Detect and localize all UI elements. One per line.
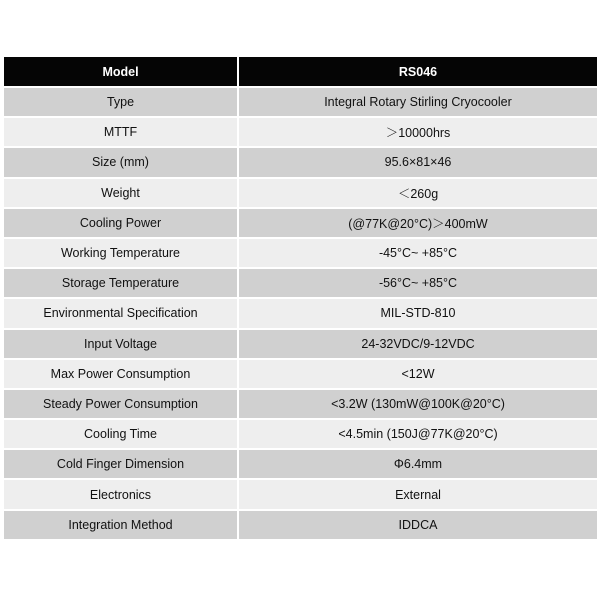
spec-row-weight (4, 177, 597, 207)
spec-label: Input Voltage (4, 328, 237, 358)
spec-row-size (4, 146, 597, 176)
spec-value: 24-32VDC/9-12VDC (237, 328, 597, 358)
spec-label: MTTF (4, 116, 237, 146)
spec-label: Integration Method (4, 509, 237, 539)
header-row (4, 57, 597, 86)
spec-value: MIL-STD-810 (237, 297, 597, 327)
spec-table-header (4, 57, 597, 86)
spec-label: Type (4, 86, 237, 116)
spec-label: Working Temperature (4, 237, 237, 267)
spec-row-cooling-time (4, 418, 597, 448)
spec-value: -45°C~ +85°C (237, 237, 597, 267)
spec-value: Integral Rotary Stirling Cryocooler (237, 86, 597, 116)
spec-label: Weight (4, 177, 237, 207)
spec-label: Cooling Time (4, 418, 237, 448)
spec-row-max-power-consumption (4, 358, 597, 388)
spec-row-input-voltage (4, 328, 597, 358)
spec-row-cold-finger-dimension (4, 448, 597, 478)
spec-value: ＞10000hrs (237, 116, 597, 146)
spec-value: IDDCA (237, 509, 597, 539)
spec-value: <3.2W (130mW@100K@20°C) (237, 388, 597, 418)
spec-row-environmental-specification (4, 297, 597, 327)
spec-row-storage-temperature (4, 267, 597, 297)
spec-table (4, 57, 597, 539)
spec-table-body (4, 86, 597, 539)
spec-value: External (237, 478, 597, 508)
spec-label: Electronics (4, 478, 237, 508)
spec-value: 95.6×81×46 (237, 146, 597, 176)
spec-label: Cold Finger Dimension (4, 448, 237, 478)
spec-value: Φ6.4mm (237, 448, 597, 478)
spec-value: <12W (237, 358, 597, 388)
spec-row-mttf (4, 116, 597, 146)
spec-value: ＜260g (237, 177, 597, 207)
spec-row-steady-power-consumption (4, 388, 597, 418)
header-model-value: RS046 (237, 57, 597, 86)
spec-label: Storage Temperature (4, 267, 237, 297)
header-model-label: Model (4, 57, 237, 86)
spec-label: Steady Power Consumption (4, 388, 237, 418)
spec-value: <4.5min (150J@77K@20°C) (237, 418, 597, 448)
spec-label: Size (mm) (4, 146, 237, 176)
spec-value: (@77K@20°C)＞400mW (237, 207, 597, 237)
spec-label: Cooling Power (4, 207, 237, 237)
spec-row-cooling-power (4, 207, 597, 237)
spec-row-working-temperature (4, 237, 597, 267)
spec-row-type (4, 86, 597, 116)
spec-label: Max Power Consumption (4, 358, 237, 388)
spec-row-integration-method (4, 509, 597, 539)
spec-value: -56°C~ +85°C (237, 267, 597, 297)
spec-label: Environmental Specification (4, 297, 237, 327)
spec-row-electronics (4, 478, 597, 508)
